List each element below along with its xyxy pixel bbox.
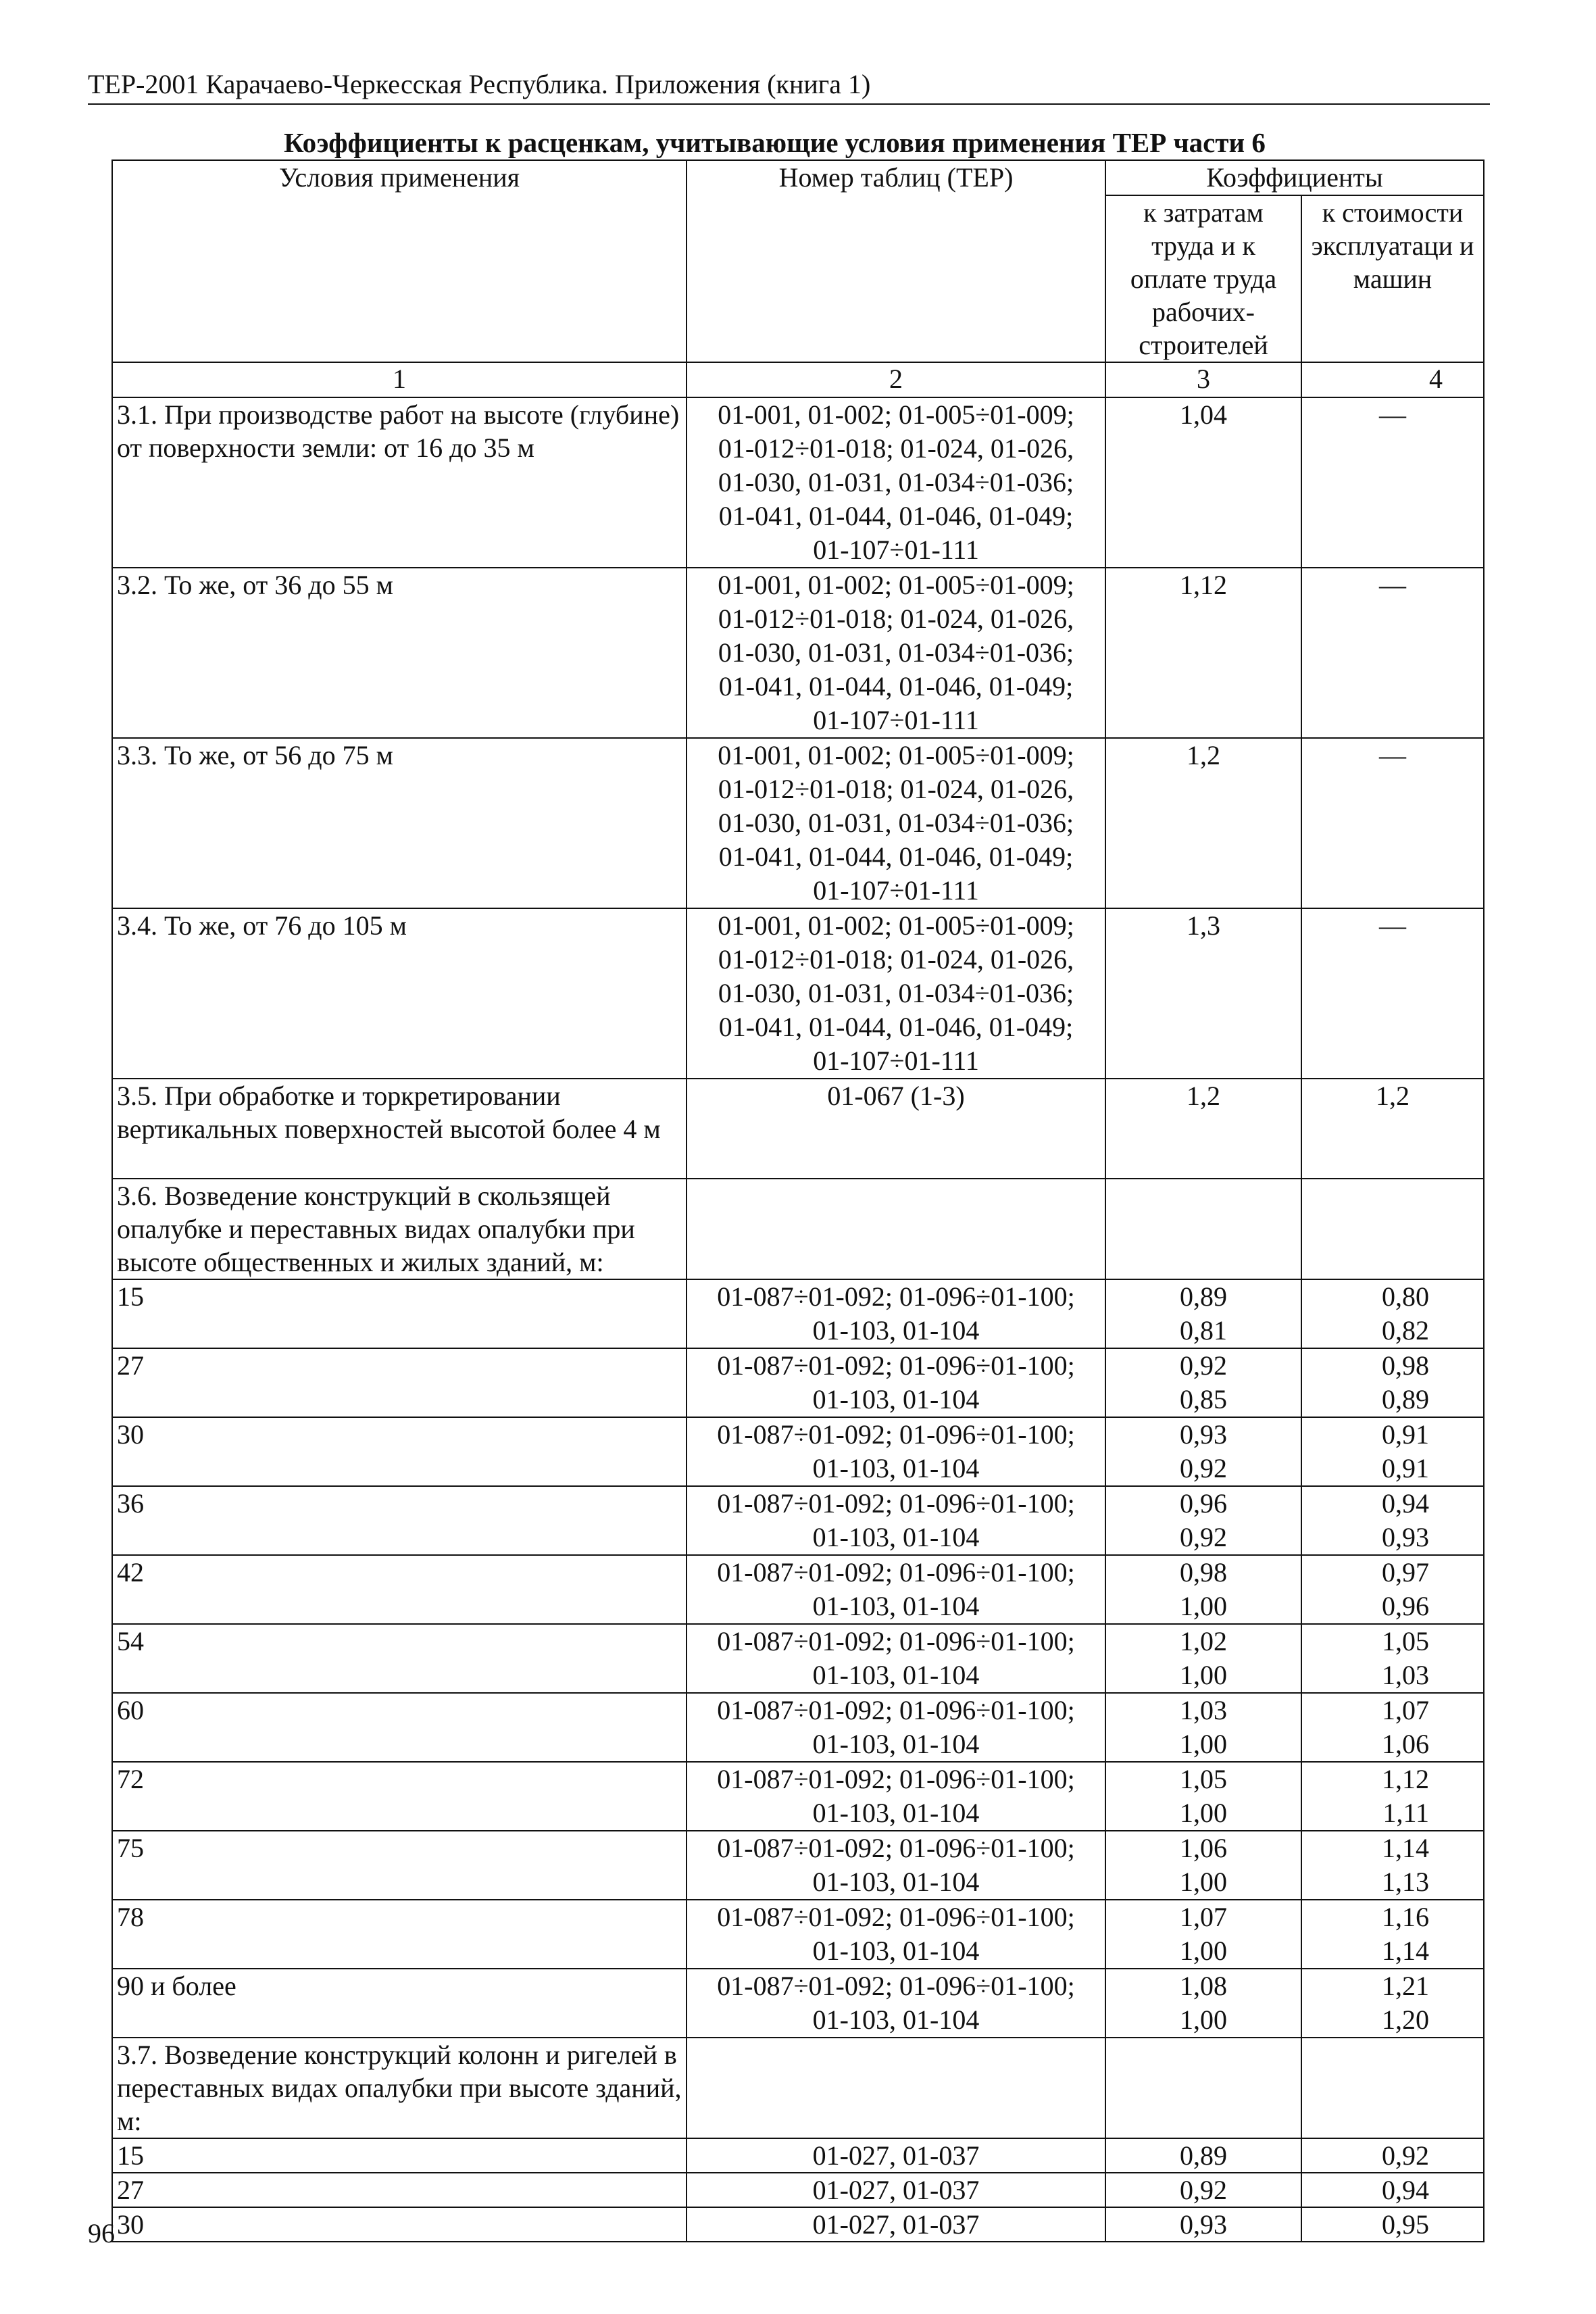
machine-coef-cell: — — [1301, 568, 1484, 738]
table-numbers-line: 01-107÷01-111 — [813, 875, 979, 906]
machine-coef-cell — [1301, 1831, 1484, 1900]
section-title-cell: 3.7. Возведение конструкций колонн и ригелей в переставных видах опалубки при высоте зданий, м: — [112, 2038, 687, 2138]
table-numbers-line: 01-087÷01-092; 01-096÷01-100; — [717, 1695, 1075, 1725]
empty-cell — [687, 1179, 1105, 1279]
table-numbers-cell: 01-027, 01-037 — [687, 2173, 1105, 2207]
table-row — [112, 1348, 1484, 1417]
table-numbers-line: 01-030, 01-031, 01-034÷01-036; — [718, 978, 1074, 1008]
table-numbers-line: 01-103, 01-104 — [812, 1591, 980, 1621]
header-machine-coef: к стоимости эксплуатаци и машин — [1301, 195, 1484, 362]
machine-coef-value: 0,91 — [1382, 1453, 1430, 1483]
col-number-1: 1 — [112, 362, 687, 397]
table-numbers-line: 01-087÷01-092; 01-096÷01-100; — [717, 1764, 1075, 1794]
table-numbers-line: 01-103, 01-104 — [812, 1936, 980, 1966]
height-cell: 27 — [112, 1348, 687, 1417]
table-row — [112, 1279, 1484, 1348]
table-numbers-cell — [687, 1279, 1105, 1348]
machine-coef-cell: — — [1301, 738, 1484, 908]
labor-coef-cell: 1,2 — [1105, 738, 1301, 908]
table-numbers-cell — [687, 397, 1105, 568]
table-numbers-cell: 01-027, 01-037 — [687, 2207, 1105, 2242]
table-numbers-line: 01-087÷01-092; 01-096÷01-100; — [717, 1419, 1075, 1450]
labor-coef-value: 1,05 — [1180, 1764, 1227, 1794]
table-numbers-cell — [687, 1079, 1105, 1179]
height-cell: 42 — [112, 1555, 687, 1624]
header-labor-coef: к затратам труда и к оплате труда рабочих-строителей — [1105, 195, 1301, 362]
empty-cell — [1301, 2038, 1484, 2138]
labor-coef-value: 0,92 — [1180, 1453, 1227, 1483]
machine-coef-value: 1,05 — [1382, 1626, 1430, 1656]
height-cell: 30 — [112, 1417, 687, 1486]
table-numbers-cell: 01-027, 01-037 — [687, 2138, 1105, 2173]
condition-cell: 3.1. При производстве работ на высоте (глубине) от поверхности земли: от 16 до 35 м — [112, 397, 687, 568]
table-row — [112, 1693, 1484, 1762]
table-numbers-line: 01-103, 01-104 — [812, 1660, 980, 1690]
labor-coef-cell — [1105, 1831, 1301, 1900]
table-numbers-line: 01-001, 01-002; 01-005÷01-009; — [718, 910, 1074, 941]
table-numbers-line: 01-041, 01-044, 01-046, 01-049; — [718, 671, 1074, 701]
table-row — [112, 908, 1484, 1079]
condition-cell: 3.4. То же, от 76 до 105 м — [112, 908, 687, 1079]
labor-coef-cell — [1105, 1279, 1301, 1348]
machine-coef-cell: — — [1301, 908, 1484, 1079]
header-table-numbers: Номер таблиц (ТЕР) — [687, 160, 1105, 362]
table-row — [112, 2207, 1484, 2242]
labor-coef-cell — [1105, 1555, 1301, 1624]
table-numbers-line: 01-103, 01-104 — [812, 1384, 980, 1414]
table-numbers-cell — [687, 1486, 1105, 1555]
labor-coef-cell: 1,04 — [1105, 397, 1301, 568]
table-numbers-line: 01-030, 01-031, 01-034÷01-036; — [718, 467, 1074, 497]
table-numbers-line: 01-107÷01-111 — [813, 705, 979, 735]
height-cell: 60 — [112, 1693, 687, 1762]
machine-coef-cell — [1301, 1762, 1484, 1831]
condition-cell: 3.5. При обработке и торкретировании вертикальных поверхностей высотой более 4 м — [112, 1079, 687, 1179]
machine-coef-value: 1,12 — [1382, 1764, 1430, 1794]
table-numbers-line: 01-030, 01-031, 01-034÷01-036; — [718, 808, 1074, 838]
section-row — [112, 2038, 1484, 2138]
height-cell: 78 — [112, 1900, 687, 1969]
table-numbers-line: 01-103, 01-104 — [812, 1453, 980, 1483]
table-numbers-line: 01-041, 01-044, 01-046, 01-049; — [718, 841, 1074, 872]
labor-coef-cell: 0,92 — [1105, 2173, 1301, 2207]
machine-coef-cell: — — [1301, 397, 1484, 568]
labor-coef-value: 1,00 — [1180, 2004, 1227, 2035]
machine-coef-cell: 0,94 — [1301, 2173, 1484, 2207]
table-numbers-line: 01-087÷01-092; 01-096÷01-100; — [717, 1488, 1075, 1519]
labor-coef-cell — [1105, 1969, 1301, 2038]
table-numbers-line: 01-067 (1-3) — [827, 1081, 965, 1111]
machine-coef-value: 1,11 — [1382, 1798, 1430, 1828]
table-numbers-line: 01-087÷01-092; 01-096÷01-100; — [717, 1902, 1075, 1932]
table-row — [112, 1079, 1484, 1179]
table-numbers-line: 01-103, 01-104 — [812, 2004, 980, 2035]
table-numbers-cell — [687, 908, 1105, 1079]
table-numbers-line: 01-107÷01-111 — [813, 535, 979, 565]
table-numbers-cell — [687, 1348, 1105, 1417]
height-cell: 27 — [112, 2173, 687, 2207]
table-numbers-cell — [687, 1969, 1105, 2038]
table-row — [112, 1486, 1484, 1555]
height-cell: 72 — [112, 1762, 687, 1831]
table-numbers-line: 01-087÷01-092; 01-096÷01-100; — [717, 1626, 1075, 1656]
labor-coef-value: 1,03 — [1180, 1695, 1227, 1725]
table-numbers-line: 01-087÷01-092; 01-096÷01-100; — [717, 1350, 1075, 1381]
table-numbers-line: 01-001, 01-002; 01-005÷01-009; — [718, 399, 1074, 430]
table-numbers-line: 01-103, 01-104 — [812, 1867, 980, 1897]
table-numbers-line: 01-012÷01-018; 01-024, 01-026, — [718, 774, 1074, 804]
labor-coef-cell — [1105, 1486, 1301, 1555]
height-cell: 30 — [112, 2207, 687, 2242]
table-numbers-line: 01-030, 01-031, 01-034÷01-036; — [718, 637, 1074, 668]
machine-coef-value: 1,16 — [1382, 1902, 1430, 1932]
table-row — [112, 1900, 1484, 1969]
machine-coef-value: 1,21 — [1382, 1971, 1430, 2001]
table-numbers-cell — [687, 1624, 1105, 1693]
machine-coef-value: 0,98 — [1382, 1350, 1430, 1381]
page-number: 96 — [88, 2218, 115, 2248]
table-numbers-cell — [687, 1762, 1105, 1831]
table-row — [112, 1831, 1484, 1900]
machine-coef-value: 0,89 — [1382, 1384, 1430, 1414]
table-row — [112, 568, 1484, 738]
machine-coef-cell: 1,2 — [1301, 1079, 1484, 1179]
labor-coef-value: 1,00 — [1180, 1660, 1227, 1690]
machine-coef-cell — [1301, 1693, 1484, 1762]
machine-coef-value: 0,91 — [1382, 1419, 1430, 1450]
table-numbers-line: 01-103, 01-104 — [812, 1798, 980, 1828]
labor-coef-value: 0,89 — [1180, 1281, 1227, 1312]
labor-coef-value: 1,08 — [1180, 1971, 1227, 2001]
condition-cell: 3.2. То же, от 36 до 55 м — [112, 568, 687, 738]
labor-coef-value: 1,06 — [1180, 1833, 1227, 1863]
table-numbers-line: 01-041, 01-044, 01-046, 01-049; — [718, 501, 1074, 531]
machine-coef-value: 1,14 — [1382, 1936, 1430, 1966]
labor-coef-value: 0,92 — [1180, 1350, 1227, 1381]
col-number-4: 4 — [1301, 362, 1484, 397]
machine-coef-value: 0,96 — [1382, 1591, 1430, 1621]
table-row — [112, 1624, 1484, 1693]
table-numbers-line: 01-087÷01-092; 01-096÷01-100; — [717, 1971, 1075, 2001]
machine-coef-value: 0,94 — [1382, 1488, 1430, 1519]
table-title: Коэффициенты к расценкам, учитывающие условия применения ТЕР части 6 — [284, 127, 1266, 158]
machine-coef-value: 0,80 — [1382, 1281, 1430, 1312]
labor-coef-cell: 1,2 — [1105, 1079, 1301, 1179]
table-row — [112, 738, 1484, 908]
coefficients-table — [111, 159, 1485, 2242]
section-title-cell: 3.6. Возведение конструкций в скользящей опалубке и переставных видах опалубки при высоте общественных и жилых зданий, м: — [112, 1179, 687, 1279]
table-numbers-line: 01-041, 01-044, 01-046, 01-049; — [718, 1012, 1074, 1042]
labor-coef-cell — [1105, 1762, 1301, 1831]
table-row — [112, 1762, 1484, 1831]
labor-coef-cell — [1105, 1417, 1301, 1486]
table-numbers-cell — [687, 568, 1105, 738]
table-numbers-line: 01-012÷01-018; 01-024, 01-026, — [718, 944, 1074, 975]
machine-coef-cell: 0,92 — [1301, 2138, 1484, 2173]
table-numbers-cell — [687, 738, 1105, 908]
empty-cell — [1105, 2038, 1301, 2138]
machine-coef-cell — [1301, 1486, 1484, 1555]
header-conditions: Условия применения — [112, 160, 687, 362]
machine-coef-cell — [1301, 1417, 1484, 1486]
machine-coef-value: 1,03 — [1382, 1660, 1430, 1690]
table-numbers-line: 01-103, 01-104 — [812, 1522, 980, 1552]
labor-coef-value: 1,00 — [1180, 1798, 1227, 1828]
condition-cell: 3.3. То же, от 56 до 75 м — [112, 738, 687, 908]
table-row — [112, 1969, 1484, 2038]
labor-coef-value: 0,98 — [1180, 1557, 1227, 1587]
labor-coef-value: 0,93 — [1180, 1419, 1227, 1450]
labor-coef-cell: 1,12 — [1105, 568, 1301, 738]
empty-cell — [687, 2038, 1105, 2138]
col-number-2: 2 — [687, 362, 1105, 397]
table-numbers-cell — [687, 1555, 1105, 1624]
table-numbers-cell — [687, 1831, 1105, 1900]
machine-coef-value: 0,82 — [1382, 1315, 1430, 1346]
labor-coef-value: 0,96 — [1180, 1488, 1227, 1519]
labor-coef-value: 1,00 — [1180, 1867, 1227, 1897]
labor-coef-value: 1,07 — [1180, 1902, 1227, 1932]
header-rule — [88, 103, 1490, 105]
machine-coef-value: 1,20 — [1382, 2004, 1430, 2035]
table-numbers-cell — [687, 1693, 1105, 1762]
table-row — [112, 1417, 1484, 1486]
labor-coef-cell: 0,93 — [1105, 2207, 1301, 2242]
table-numbers-line: 01-001, 01-002; 01-005÷01-009; — [718, 740, 1074, 770]
labor-coef-value: 1,00 — [1180, 1591, 1227, 1621]
table-row — [112, 397, 1484, 568]
labor-coef-cell — [1105, 1624, 1301, 1693]
height-cell: 36 — [112, 1486, 687, 1555]
table-numbers-line: 01-103, 01-104 — [812, 1315, 980, 1346]
table-numbers-cell — [687, 1417, 1105, 1486]
machine-coef-cell — [1301, 1969, 1484, 2038]
height-cell: 15 — [112, 1279, 687, 1348]
labor-coef-cell: 1,3 — [1105, 908, 1301, 1079]
machine-coef-cell — [1301, 1348, 1484, 1417]
col-number-3: 3 — [1105, 362, 1301, 397]
machine-coef-cell — [1301, 1279, 1484, 1348]
empty-cell — [1301, 1179, 1484, 1279]
machine-coef-cell — [1301, 1900, 1484, 1969]
table-numbers-line: 01-012÷01-018; 01-024, 01-026, — [718, 433, 1074, 464]
section-row — [112, 1179, 1484, 1279]
running-header: ТЕР-2001 Карачаево-Черкесская Республика. Приложения (книга 1) — [88, 69, 871, 99]
machine-coef-value: 1,14 — [1382, 1833, 1430, 1863]
height-cell: 15 — [112, 2138, 687, 2173]
labor-coef-value: 0,81 — [1180, 1315, 1227, 1346]
table-numbers-line: 01-107÷01-111 — [813, 1045, 979, 1076]
column-numbers-row — [112, 362, 1484, 397]
labor-coef-value: 1,02 — [1180, 1626, 1227, 1656]
labor-coef-value: 1,00 — [1180, 1729, 1227, 1759]
labor-coef-cell — [1105, 1693, 1301, 1762]
table-row — [112, 2173, 1484, 2207]
machine-coef-value: 1,07 — [1382, 1695, 1430, 1725]
table-numbers-cell — [687, 1900, 1105, 1969]
height-cell: 75 — [112, 1831, 687, 1900]
height-cell: 90 и более — [112, 1969, 687, 2038]
labor-coef-value: 1,00 — [1180, 1936, 1227, 1966]
empty-cell — [1105, 1179, 1301, 1279]
machine-coef-value: 0,97 — [1382, 1557, 1430, 1587]
machine-coef-cell — [1301, 1555, 1484, 1624]
table-row — [112, 1555, 1484, 1624]
table-numbers-line: 01-087÷01-092; 01-096÷01-100; — [717, 1833, 1075, 1863]
labor-coef-value: 0,92 — [1180, 1522, 1227, 1552]
machine-coef-value: 0,93 — [1382, 1522, 1430, 1552]
height-cell: 54 — [112, 1624, 687, 1693]
machine-coef-value: 1,13 — [1382, 1867, 1430, 1897]
table-numbers-line: 01-103, 01-104 — [812, 1729, 980, 1759]
table-numbers-line: 01-087÷01-092; 01-096÷01-100; — [717, 1281, 1075, 1312]
labor-coef-value: 0,85 — [1180, 1384, 1227, 1414]
machine-coef-cell: 0,95 — [1301, 2207, 1484, 2242]
labor-coef-cell — [1105, 1900, 1301, 1969]
table-numbers-line: 01-001, 01-002; 01-005÷01-009; — [718, 570, 1074, 600]
table-numbers-line: 01-087÷01-092; 01-096÷01-100; — [717, 1557, 1075, 1587]
machine-coef-cell — [1301, 1624, 1484, 1693]
labor-coef-cell: 0,89 — [1105, 2138, 1301, 2173]
machine-coef-value: 1,06 — [1382, 1729, 1430, 1759]
header-coefficients: Коэффициенты — [1105, 160, 1484, 195]
table-row — [112, 2138, 1484, 2173]
table-numbers-line: 01-012÷01-018; 01-024, 01-026, — [718, 604, 1074, 634]
labor-coef-cell — [1105, 1348, 1301, 1417]
